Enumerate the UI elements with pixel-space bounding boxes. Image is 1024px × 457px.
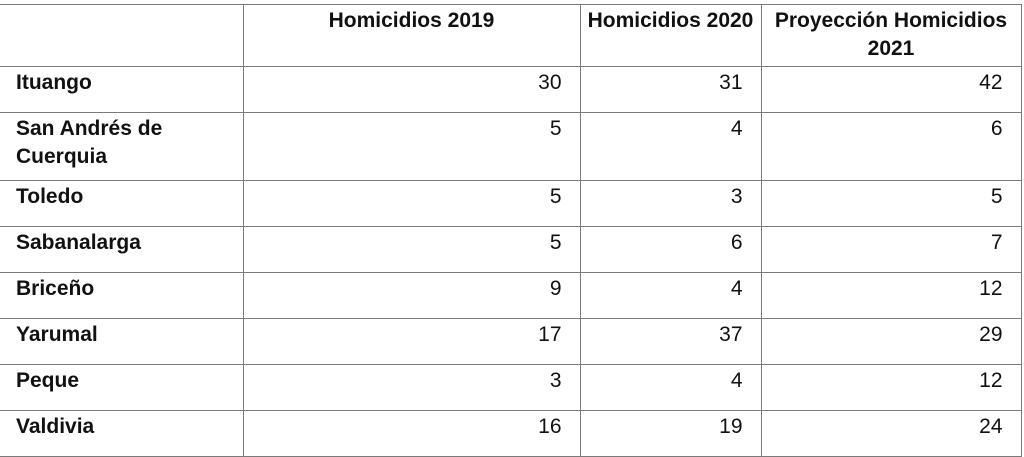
h2019-cell: 30 bbox=[243, 67, 580, 113]
municipio-cell: San Andrés de Cuerquia bbox=[0, 113, 243, 181]
p2021-cell: 7 bbox=[761, 227, 1021, 273]
h2020-cell: 3 bbox=[580, 181, 761, 227]
h2020-cell: 19 bbox=[580, 411, 761, 457]
table-row bbox=[0, 319, 1021, 365]
h2020-cell: 37 bbox=[580, 319, 761, 365]
p2021-cell: 12 bbox=[761, 273, 1021, 319]
p2021-cell: 5 bbox=[761, 181, 1021, 227]
header-row bbox=[0, 5, 1021, 67]
h2019-cell: 5 bbox=[243, 227, 580, 273]
h2020-cell: 6 bbox=[580, 227, 761, 273]
header-cell-empty bbox=[0, 5, 243, 67]
header-proyeccion-2021: Proyección Homicidios 2021 bbox=[761, 5, 1021, 67]
p2021-cell: 42 bbox=[761, 67, 1021, 113]
table-row bbox=[0, 113, 1021, 181]
h2019-cell: 16 bbox=[243, 411, 580, 457]
municipio-cell: Valdivia bbox=[0, 411, 243, 457]
h2020-cell: 4 bbox=[580, 113, 761, 181]
table-row bbox=[0, 67, 1021, 113]
h2019-cell: 3 bbox=[243, 365, 580, 411]
h2019-cell: 5 bbox=[243, 181, 580, 227]
municipio-cell: Ituango bbox=[0, 67, 243, 113]
table-row bbox=[0, 365, 1021, 411]
table-row bbox=[0, 181, 1021, 227]
municipio-cell: Toledo bbox=[0, 181, 243, 227]
header-homicidios-2020: Homicidios 2020 bbox=[580, 5, 761, 67]
h2019-cell: 17 bbox=[243, 319, 580, 365]
h2020-cell: 4 bbox=[580, 273, 761, 319]
municipio-cell: Briceño bbox=[0, 273, 243, 319]
p2021-cell: 12 bbox=[761, 365, 1021, 411]
h2019-cell: 9 bbox=[243, 273, 580, 319]
p2021-cell: 24 bbox=[761, 411, 1021, 457]
p2021-cell: 29 bbox=[761, 319, 1021, 365]
h2019-cell: 5 bbox=[243, 113, 580, 181]
header-homicidios-2019: Homicidios 2019 bbox=[243, 5, 580, 67]
h2020-cell: 31 bbox=[580, 67, 761, 113]
table-row bbox=[0, 411, 1021, 457]
table-row bbox=[0, 227, 1021, 273]
h2020-cell: 4 bbox=[580, 365, 761, 411]
municipio-cell: Peque bbox=[0, 365, 243, 411]
municipio-cell: Sabanalarga bbox=[0, 227, 243, 273]
homicides-table bbox=[0, 4, 1022, 457]
table-row bbox=[0, 273, 1021, 319]
p2021-cell: 6 bbox=[761, 113, 1021, 181]
municipio-cell: Yarumal bbox=[0, 319, 243, 365]
